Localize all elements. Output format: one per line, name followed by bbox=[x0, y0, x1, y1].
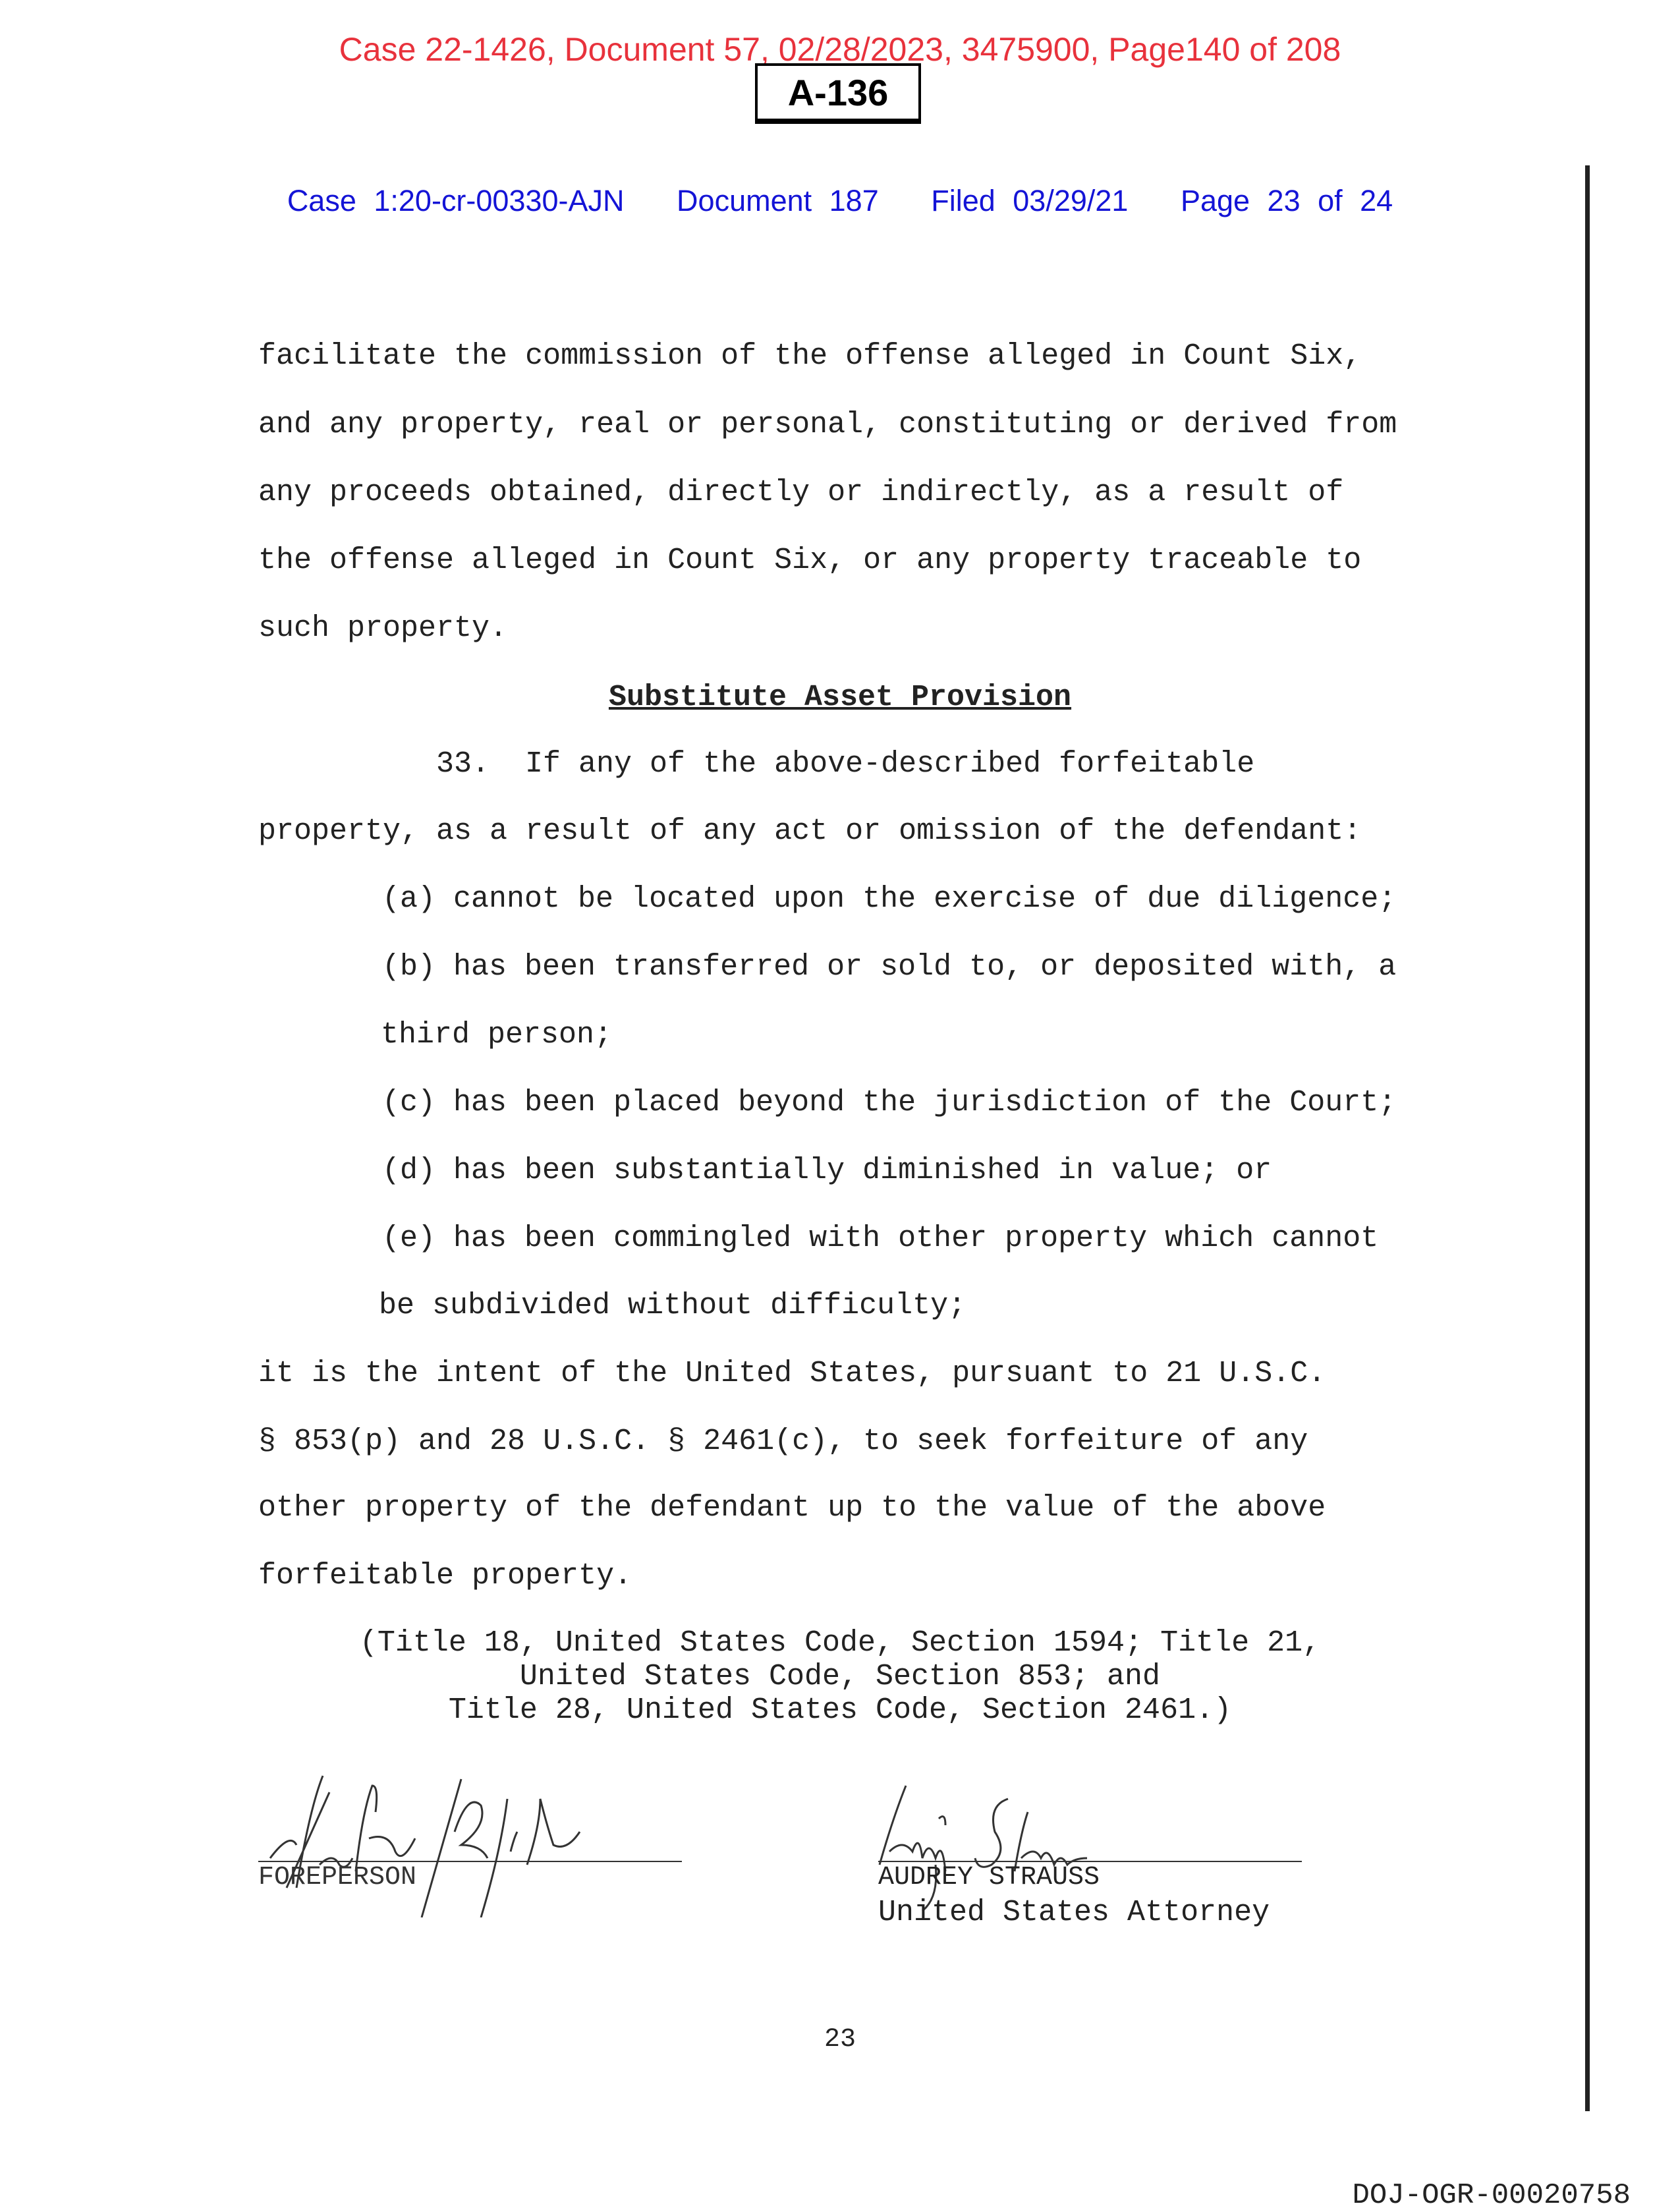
foreperson-signature-line bbox=[258, 1861, 682, 1862]
attorney-name: AUDREY STRAUSS bbox=[878, 1863, 1100, 1892]
district-case-stamp: Case 1:20-cr-00330-AJN Document 187 Filed 03/29/21 Page 23 of 24 bbox=[287, 184, 1393, 217]
appendix-page-label: A-136 bbox=[755, 63, 921, 124]
closing-line: § 853(p) and 28 U.S.C. § 2461(c), to seek forfeiture of any bbox=[258, 1425, 1308, 1458]
margin-bar bbox=[1585, 165, 1590, 2111]
page-number: 23 bbox=[824, 2025, 856, 2055]
list-item-c: (c) has been placed beyond the jurisdiction of the Court; bbox=[382, 1086, 1397, 1120]
body-line: any proceeds obtained, directly or indirectly, as a result of bbox=[258, 476, 1344, 509]
list-item-b: (b) has been transferred or sold to, or deposited with, a bbox=[382, 950, 1397, 984]
paragraph-33-line: property, as a result of any act or omission of the defendant: bbox=[258, 814, 1362, 848]
list-item-e-cont: be subdivided without difficulty; bbox=[379, 1289, 966, 1322]
appeal-case-stamp: Case 22-1426, Document 57, 02/28/2023, 3475900, Page140 of 208 bbox=[339, 31, 1341, 68]
statute-citation: United States Code, Section 853; and bbox=[519, 1660, 1161, 1693]
closing-line: forfeitable property. bbox=[258, 1559, 632, 1593]
foreperson-label: FOREPERSON bbox=[258, 1863, 417, 1892]
list-item-d: (d) has been substantially diminished in value; or bbox=[382, 1154, 1272, 1187]
closing-line: it is the intent of the United States, pursuant to 21 U.S.C. bbox=[258, 1357, 1326, 1390]
body-line: such property. bbox=[258, 611, 508, 645]
bates-number: DOJ-OGR-00020758 bbox=[1352, 2179, 1631, 2212]
statute-citation: Title 28, United States Code, Section 2461.) bbox=[448, 1693, 1232, 1727]
body-line: the offense alleged in Count Six, or any property traceable to bbox=[258, 544, 1362, 577]
section-heading: Substitute Asset Provision bbox=[608, 681, 1072, 714]
statute-citation: (Title 18, United States Code, Section 1594; Title 21, bbox=[359, 1626, 1321, 1660]
list-item-b-cont: third person; bbox=[381, 1018, 613, 1052]
list-item-a: (a) cannot be located upon the exercise of due diligence; bbox=[382, 882, 1397, 916]
body-line: and any property, real or personal, constituting or derived from bbox=[258, 408, 1397, 441]
attorney-signature-line bbox=[878, 1861, 1302, 1862]
paragraph-33-line: 33. If any of the above-described forfeitable bbox=[436, 747, 1255, 781]
closing-line: other property of the defendant up to the value of the above bbox=[258, 1491, 1326, 1525]
list-item-e: (e) has been commingled with other property which cannot bbox=[382, 1222, 1379, 1255]
foreperson-signature bbox=[257, 1766, 744, 1917]
body-line: facilitate the commission of the offense alleged in Count Six, bbox=[258, 339, 1362, 373]
attorney-title: United States Attorney bbox=[878, 1896, 1270, 1929]
